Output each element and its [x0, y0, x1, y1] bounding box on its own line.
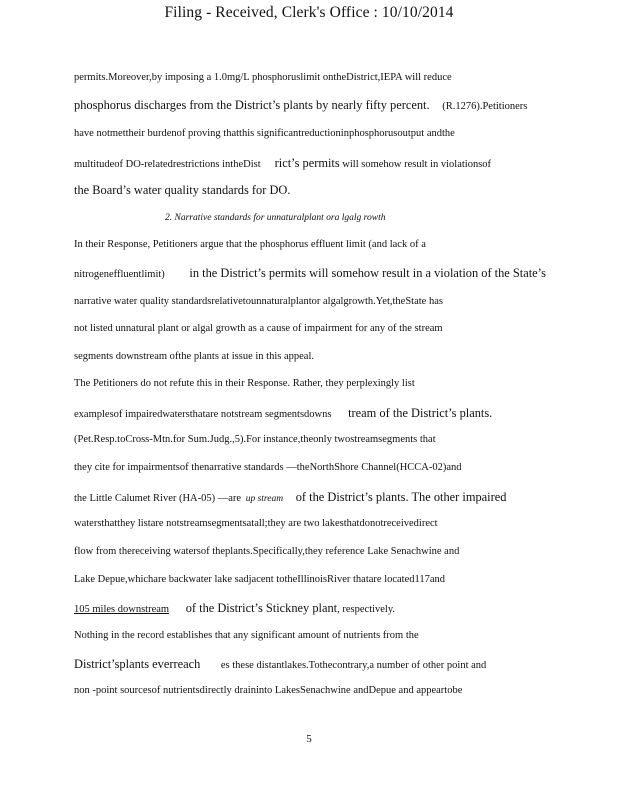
text-line — [74, 601, 395, 616]
text-line: segments downstream ofthe plants at issue in this appeal. — [74, 351, 314, 362]
text-line — [74, 266, 546, 281]
section-heading: 2. Narrative standards for unnaturalplant ora lgalg rowth — [165, 213, 386, 223]
text-line — [74, 406, 492, 421]
text-run: District’splants everreach — [74, 657, 201, 671]
text-run: in the District’s permits will somehow result in a violation of the State’s — [189, 266, 546, 280]
text-run: , respectively. — [337, 604, 396, 615]
text-run: the Little Calumet River (HA-05) —are — [74, 493, 242, 504]
page-number: 5 — [306, 733, 312, 745]
text-line: non -point sourcesof nutrientsdirectly draininto LakesSenachwine andDepue and appeartobe — [74, 685, 463, 696]
text-run: multitudeof DO-relatedrestrictions intheDist — [74, 159, 261, 170]
text-line: they cite for impairmentsof thenarrative standards —theNorthShore Channel(HCCA-02)and — [74, 462, 462, 473]
text-line: permits.Moreover,by imposing a 1.0mg/L phosphoruslimit ontheDistrict,IEPA will reduce — [74, 72, 452, 83]
text-run: phosphorus discharges from the District’s plants by nearly fifty percent. — [74, 98, 430, 112]
text-run: 105 miles downstream — [74, 604, 170, 615]
underline-gap — [169, 604, 183, 615]
text-line: the Board’s water quality standards for DO. — [74, 183, 291, 197]
text-run: up stream — [245, 494, 284, 504]
text-run: will somehow result in violationsof — [342, 159, 492, 170]
text-line: In their Response, Petitioners argue that the phosphorus effluent limit (and lack of a — [74, 239, 426, 250]
text-line: not listed unnatural plant or algal growth as a cause of impairment for any of the stream — [74, 323, 443, 334]
text-run: examplesof impairedwatersthatare notstream segmentsdowns — [74, 409, 332, 420]
text-line — [74, 657, 486, 672]
text-run: of the District’s plants. The other impaired — [295, 490, 507, 504]
text-run: nitrogeneffluentlimit) — [74, 269, 165, 280]
text-run: of the District’s Stickney plant — [185, 601, 338, 615]
text-run: (R.1276).Petitioners — [442, 101, 528, 112]
text-line: (Pet.Resp.toCross-Mtn.for Sum.Judg.,5).For instance,theonly twostreamsegments that — [74, 434, 436, 445]
text-run: es these distantlakes.Tothecontrary,a number of other point and — [220, 660, 487, 671]
text-line: Nothing in the record establishes that any significant amount of nutrients from the — [74, 630, 419, 641]
text-line — [74, 490, 506, 505]
text-line — [74, 156, 491, 171]
text-run: rict’s permits — [274, 156, 340, 170]
text-line: have notmettheir burdenof proving thatthis significantreductioninphosphorusoutput andthe — [74, 128, 455, 139]
text-line: narrative water quality standardsrelativetounnaturalplantor algalgrowth.Yet,theState has — [74, 296, 443, 307]
text-line: The Petitioners do not refute this in their Response. Rather, they perplexingly list — [74, 378, 415, 389]
text-line: flow from thereceiving watersof theplants.Specifically,they reference Lake Senachwine and — [74, 546, 460, 557]
filing-header: Filing - Received, Clerk's Office : 10/10/2014 — [164, 4, 454, 21]
text-line: watersthatthey listare notstreamsegmentsatall;they are two lakesthatdonotreceivedirect — [74, 518, 438, 529]
text-line: Lake Depue,whichare backwater lake sadjacent totheIllinoisRiver thatare located117and — [74, 574, 446, 585]
text-line — [74, 98, 527, 113]
text-run: tream of the District’s plants. — [348, 406, 493, 420]
